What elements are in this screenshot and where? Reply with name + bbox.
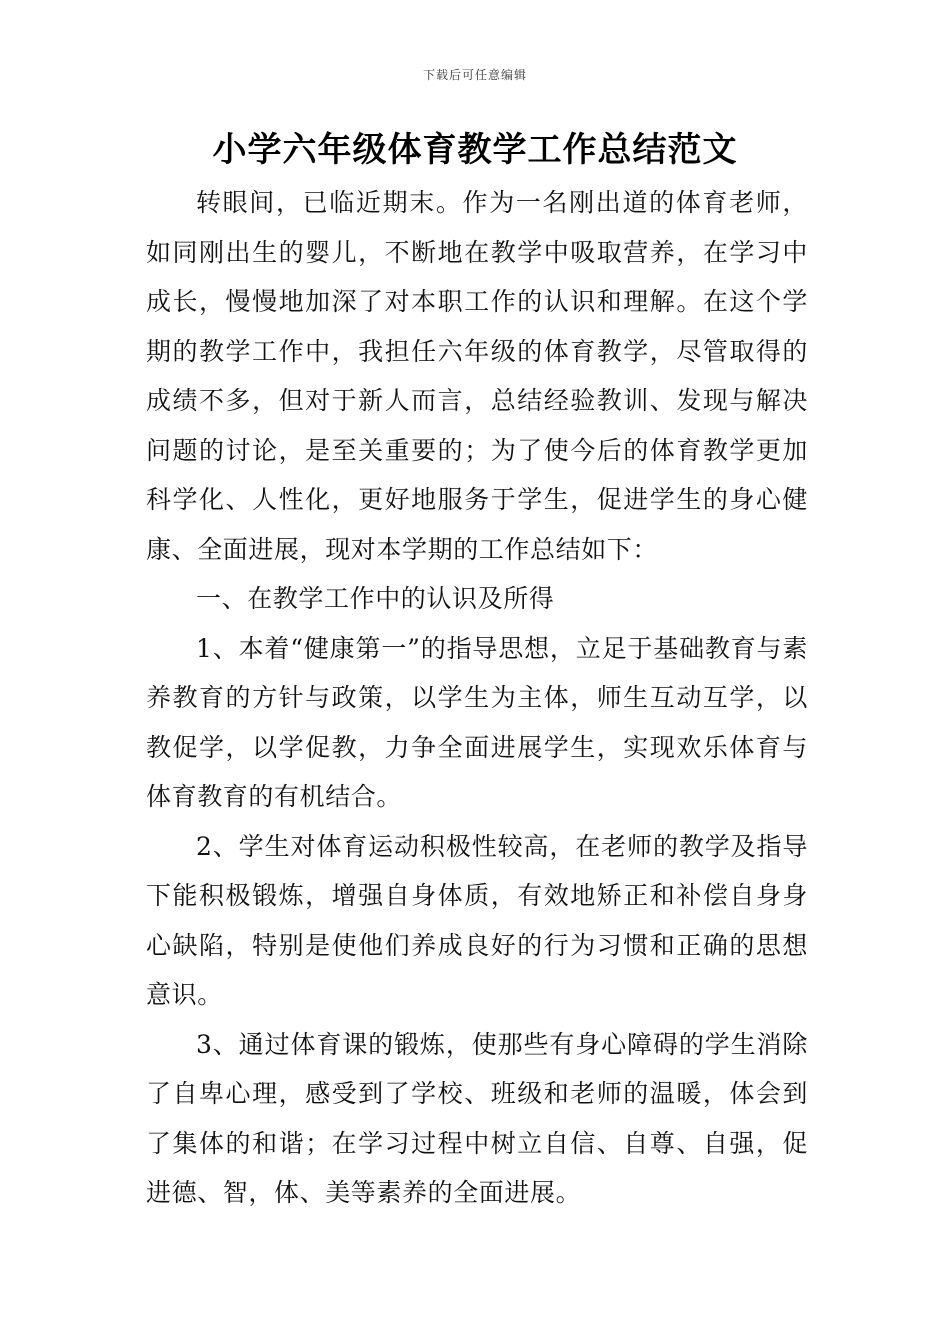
document-title: 小学六年级体育教学工作总结范文 [212, 130, 738, 170]
document-body [146, 178, 808, 1218]
paragraph-item-1: 1、本着“健康第一”的指导思想，立足于基础教育与素养教育的方针与政策，以学生为主体，师生互动互学，以教促学，以学促教，力争全面进展学生，实现欢乐体育与体育教育的有机结合。 [146, 633, 808, 811]
paragraph-item-3: 3、通过体育课的锻炼，使那些有身心障碍的学生消除了自卑心理，感受到了学校、班级和老师的温暖，体会到了集体的和谐；在学习过程中树立自信、自尊、自强，促进德、智，体、美等素养的全面进展。 [146, 1029, 808, 1207]
header-note: 下载后可任意编辑 [422, 68, 527, 82]
paragraph-intro: 转眼间，已临近期末。作为一名刚出道的体育老师，如同刚出生的婴儿，不断地在教学中吸取营养，在学习中成长，慢慢地加深了对本职工作的认识和理解。在这个学期的教学工作中，我担任六年级的体育教学，尽管取得的成绩不多，但对于新人而言，总结经验教训、发现与解决问题的讨论，是至关重要的；为了使今后的体育教学更加科学化、人性化，更好地服务于学生，促进学生的身心健康、全面进展，现对本学期的工作总结如下： [146, 188, 808, 564]
section-heading: 一、在教学工作中的认识及所得 [196, 584, 555, 613]
paragraph-item-2: 2、学生对体育运动积极性较高，在老师的教学及指导下能积极锻炼，增强自身体质，有效地矫正和补偿自身身心缺陷，特别是使他们养成良好的行为习惯和正确的思想意识。 [146, 831, 808, 1009]
